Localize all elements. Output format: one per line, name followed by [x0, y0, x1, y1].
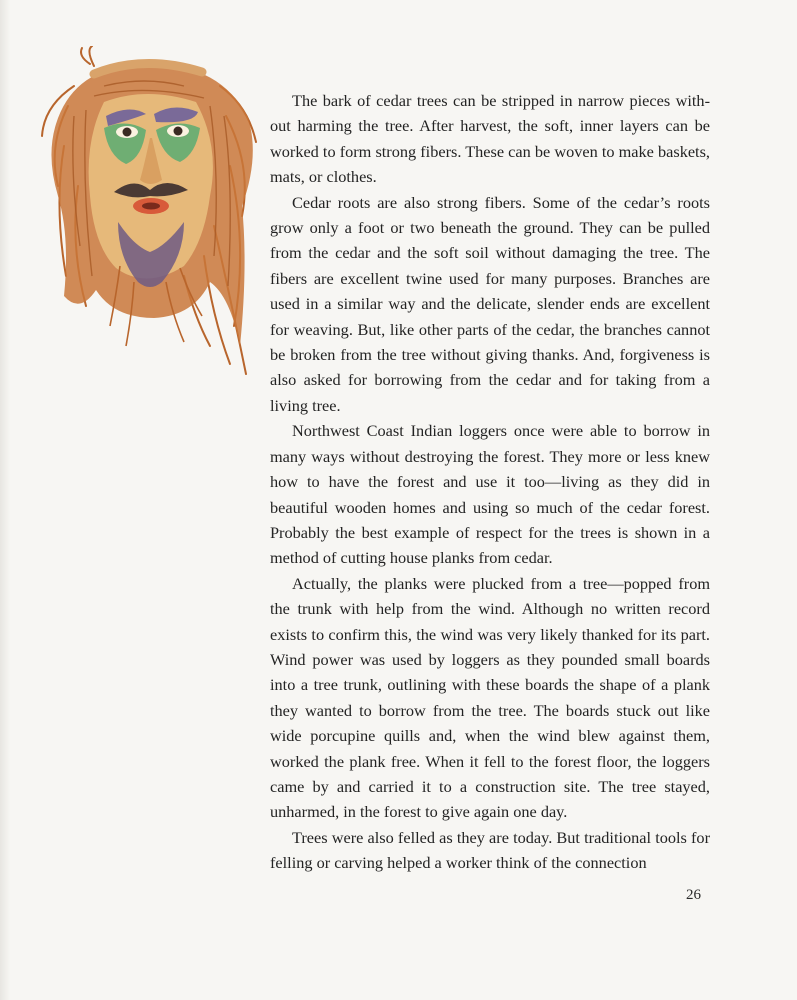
paragraph: Trees were also felled as they are today. But traditional tools for felling or carving helped a worker think of the connection: [270, 827, 710, 873]
paragraph: The bark of cedar trees can be stripped in narrow pieces without harming the tree. After harvest, the soft, inner layers can be worked to form strong fibers. These can be woven to make baskets, mats, or clothes.: [270, 91, 710, 187]
paragraph: Cedar roots are also strong fibers. Some of the cedar’s roots grow only a foot or two beneath the ground. They can be pulled from the cedar and the soft soil without damaging the tree. The fibers are excellent twine used for many purposes. Branches are used in a similar way and the delicate, slender ends are excellent for weaving. But, like other parts of the cedar, the branches cannot be broken from the tree without giving thanks. And, forgiveness is also asked for borrowing from the cedar and for taking from a living tree.: [270, 192, 710, 415]
page-edge: [0, 0, 10, 1000]
paragraph: Actually, the planks were plucked from a tree—popped from the trunk with help from the wind. Although no written record exists to confirm this, the wind was very likely thanked for its part. Wind power was used by loggers as they pounded small boards into a tree trunk, outlining with these boards the shape of a plank they wanted to borrow from the tree. The boards stuck out like wide porcupine quills and, when the wind blew against them, worked the plank free. When it fell to the forest floor, the loggers came by and carried it to a construction site. The tree stayed, unharmed, in the forest to give again one day.: [270, 573, 710, 822]
carved-wooden-mask-icon: [34, 46, 260, 378]
paragraph: Northwest Coast Indian loggers once were able to borrow in many ways without destroying the forest. They more or less knew how to have the forest and use it too—living as they did in beautiful wooden homes and using so much of the cedar forest. Probably the best example of respect for the trees is shown in a method of cutting house planks from cedar.: [270, 421, 710, 568]
body-text: [270, 88, 710, 876]
page-number: 26: [686, 887, 701, 903]
